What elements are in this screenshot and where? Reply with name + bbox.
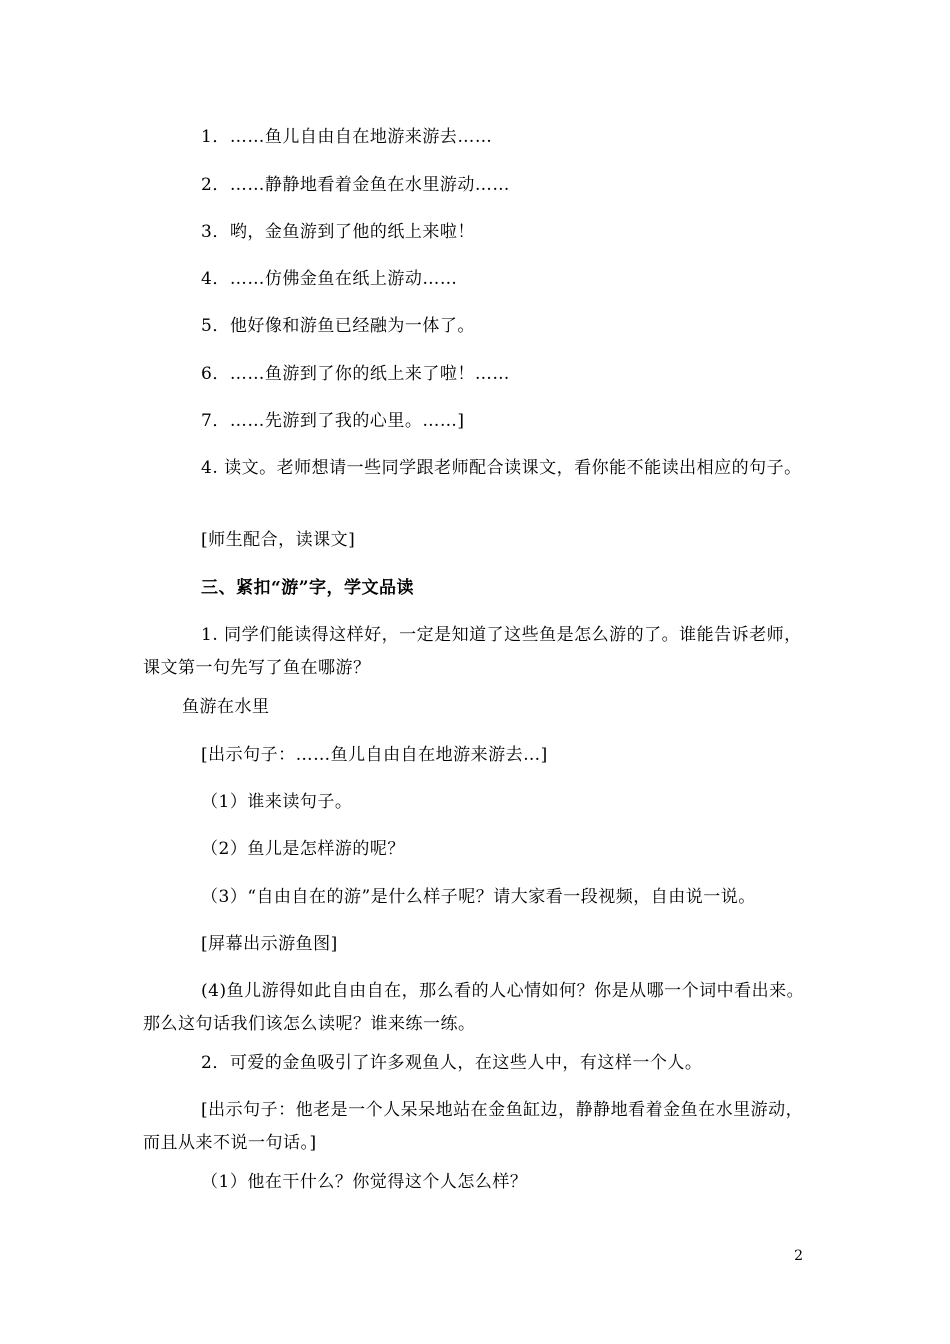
paragraph-question-2: 2．可爱的金鱼吸引了许多观鱼人，在这些人中，有这样一个人。	[201, 1053, 703, 1073]
sub-question-4: (4)鱼儿游得如此自由自在，那么看的人心情如何？你是从哪一个词中看出来。那么这句话我们该怎么读呢？谁来练一练。	[143, 981, 805, 1034]
page-number: 2	[794, 1248, 803, 1264]
list-item-1: 1．……鱼儿自由自在地游来游去……	[201, 127, 493, 147]
sub-question-2: （2）鱼儿是怎样游的呢？	[201, 839, 405, 859]
paragraph-fish-in-water: 鱼游在水里	[182, 697, 270, 717]
list-item-5: 5．他好像和游鱼已经融为一体了。	[201, 316, 475, 336]
section-heading: 三、紧扣“游”字，学文品读	[201, 578, 415, 598]
paragraph-show-sentence-2: [出示句子：他老是一个人呆呆地站在金鱼缸边，静静地看着金鱼在水里游动，而且从来不说一句话。]	[143, 1100, 804, 1153]
paragraph-screen: [屏幕出示游鱼图]	[201, 934, 338, 954]
sub-question-3: （3）“自由自在的游”是什么样子呢？请大家看一段视频，自由说一说。	[201, 887, 756, 907]
list-item-4: 4．……仿佛金鱼在纸上游动……	[201, 269, 458, 289]
sub-question-5: （1）他在干什么？你觉得这个人怎么样？	[201, 1172, 528, 1192]
list-item-3: 3．哟，金鱼游到了他的纸上来啦！	[201, 222, 475, 242]
paragraph-show-sentence-1: [出示句子：……鱼儿自由自在地游来游去…]	[201, 745, 548, 765]
list-item-7: 7．……先游到了我的心里。……]	[201, 411, 465, 431]
list-item-6: 6．……鱼游到了你的纸上来了啦！……	[201, 364, 510, 384]
paragraph-read-aloud: 4. 读文。老师想请一些同学跟老师配合读课文，看你能不能读出相应的句子。	[201, 458, 802, 478]
sub-question-1: （1）谁来读句子。	[201, 792, 353, 812]
list-item-2: 2．……静静地看着金鱼在水里游动……	[201, 175, 510, 195]
paragraph-teacher-student: [师生配合，读课文]	[201, 530, 356, 550]
paragraph-question-1: 1. 同学们能读得这样好，一定是知道了这些鱼是怎么游的了。谁能告诉老师，课文第一句先写了鱼在哪游？	[143, 625, 802, 678]
